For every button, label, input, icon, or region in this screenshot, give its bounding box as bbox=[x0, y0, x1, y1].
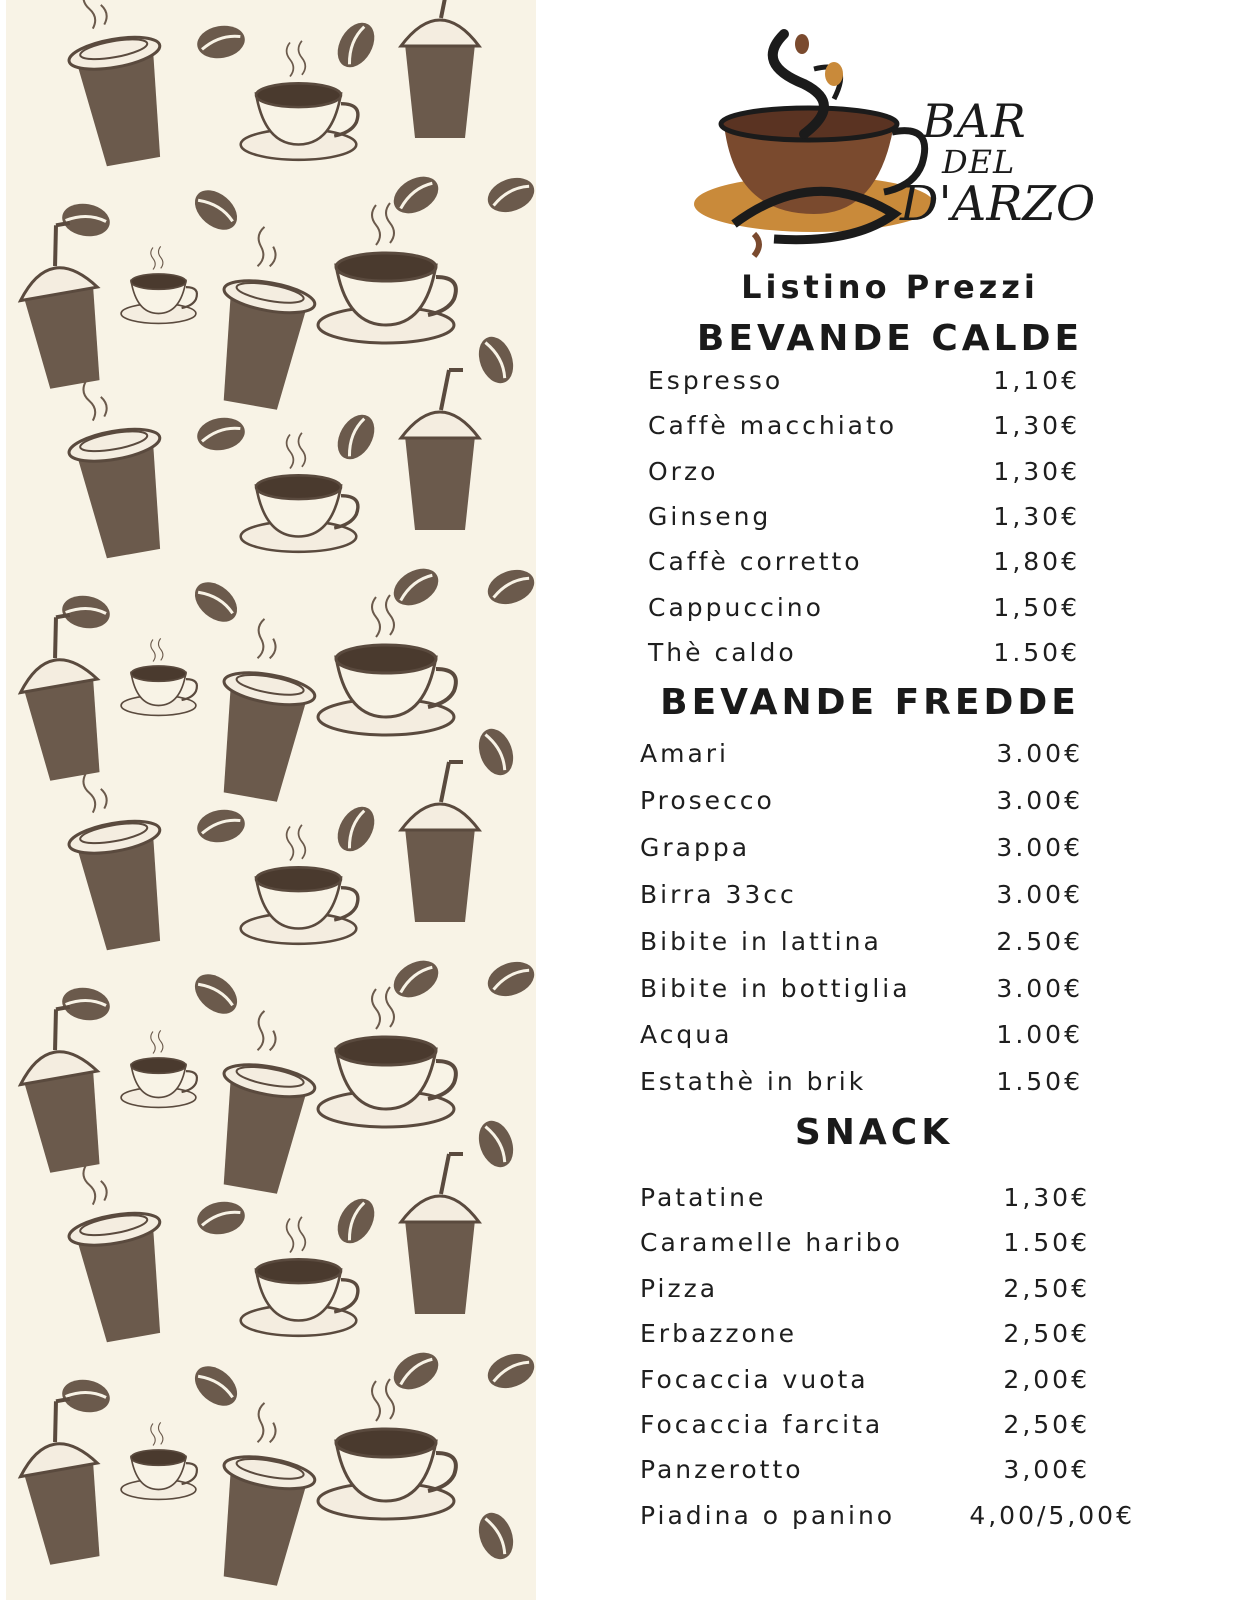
menu-item-price: 3.00€ bbox=[996, 739, 1083, 768]
menu-item-name: Acqua bbox=[640, 1020, 733, 1050]
menu-item-name: Panzerotto bbox=[640, 1455, 804, 1485]
menu-item-row bbox=[640, 739, 1083, 775]
logo-text-del: DEL bbox=[942, 143, 1016, 181]
menu-item-row bbox=[640, 786, 1083, 822]
section-title-bevande-calde: BEVANDE CALDE bbox=[696, 318, 1084, 359]
menu-item-row bbox=[640, 880, 1083, 916]
menu-item-price: 3.00€ bbox=[996, 879, 1083, 909]
logo-text-darzo: D'ARZO bbox=[900, 176, 1096, 232]
menu-item-price: 1,30€ bbox=[993, 411, 1080, 441]
menu-item-name: Prosecco bbox=[640, 785, 775, 815]
menu-item-name: Grappa bbox=[640, 832, 751, 862]
menu-item-row bbox=[640, 1365, 1090, 1401]
menu-item-name: Caffè macchiato bbox=[648, 411, 898, 441]
menu-item-row bbox=[640, 1501, 1135, 1537]
menu-item-row bbox=[640, 974, 1083, 1010]
menu-item-name: Caffè corretto bbox=[648, 547, 863, 577]
logo-text-bar: BAR bbox=[922, 94, 1027, 148]
menu-item-row bbox=[640, 1319, 1090, 1355]
menu-item-name: Espresso bbox=[648, 366, 784, 395]
menu-item-name: Patatine bbox=[640, 1183, 767, 1212]
menu-item-row bbox=[640, 1410, 1090, 1446]
menu-item-row bbox=[640, 1067, 1083, 1103]
menu-item-name: Birra 33cc bbox=[640, 879, 797, 909]
menu-item-row bbox=[640, 833, 1083, 869]
menu-item-name: Amari bbox=[640, 739, 729, 768]
menu-item-name: Piadina o panino bbox=[640, 1500, 896, 1530]
menu-item-price: 1,30€ bbox=[993, 456, 1080, 486]
menu-item-row bbox=[648, 502, 1080, 538]
menu-item-row bbox=[640, 1020, 1083, 1056]
menu-item-row bbox=[640, 1183, 1090, 1219]
menu-item-name: Bibite in bottiglia bbox=[640, 973, 911, 1003]
menu-item-price: 3.00€ bbox=[996, 832, 1083, 862]
menu-item-price: 1.50€ bbox=[1003, 1228, 1090, 1258]
menu-item-price: 1,80€ bbox=[993, 547, 1080, 577]
menu-item-price: 3,00€ bbox=[1003, 1455, 1090, 1485]
menu-item-row bbox=[640, 1228, 1090, 1264]
menu-item-name: Ginseng bbox=[648, 501, 772, 531]
menu-item-row bbox=[648, 457, 1080, 493]
menu-item-row bbox=[648, 638, 1080, 674]
menu-item-row bbox=[640, 1455, 1090, 1491]
menu-item-name: Caramelle haribo bbox=[640, 1228, 903, 1258]
page-title: Listino Prezzi bbox=[741, 268, 1039, 306]
menu-item-name: Focaccia farcita bbox=[640, 1410, 884, 1439]
coffee-pattern-illustration bbox=[6, 0, 536, 1600]
menu-item-row bbox=[640, 927, 1083, 963]
menu-item-price: 2,50€ bbox=[1003, 1273, 1090, 1303]
menu-item-price: 3.00€ bbox=[996, 785, 1083, 815]
menu-item-name: Thè caldo bbox=[648, 637, 797, 667]
menu-item-price: 2,50€ bbox=[1003, 1319, 1090, 1349]
section-title-snack: SNACK bbox=[794, 1112, 954, 1153]
menu-item-name: Orzo bbox=[648, 456, 719, 486]
section-title-bevande-fredde: BEVANDE FREDDE bbox=[660, 682, 1080, 723]
menu-item-name: Cappuccino bbox=[648, 592, 824, 622]
menu-item-row bbox=[648, 411, 1080, 447]
menu-item-price: 2,50€ bbox=[1003, 1410, 1090, 1439]
menu-item-price: 4,00/5,00€ bbox=[969, 1500, 1135, 1530]
menu-item-price: 1.50€ bbox=[993, 637, 1080, 667]
menu-item-name: Estathè in brik bbox=[640, 1067, 867, 1097]
menu-item-price: 2,00€ bbox=[1003, 1364, 1090, 1394]
menu-item-price: 2.50€ bbox=[996, 926, 1083, 956]
menu-item-row bbox=[648, 593, 1080, 629]
menu-item-name: Bibite in lattina bbox=[640, 926, 882, 956]
menu-item-price: 1,50€ bbox=[993, 592, 1080, 622]
bar-del-darzo-logo bbox=[694, 14, 1096, 264]
menu-item-price: 1,30€ bbox=[1003, 1183, 1090, 1212]
menu-item-price: 1.00€ bbox=[996, 1020, 1083, 1050]
menu-item-name: Focaccia vuota bbox=[640, 1364, 869, 1394]
menu-item-price: 1,10€ bbox=[993, 366, 1080, 395]
menu-item-price: 1.50€ bbox=[996, 1067, 1083, 1097]
menu-item-name: Pizza bbox=[640, 1273, 719, 1303]
menu-item-row bbox=[648, 547, 1080, 583]
menu-item-price: 1,30€ bbox=[993, 501, 1080, 531]
coffee-pattern-background bbox=[6, 0, 536, 1600]
menu-item-row bbox=[640, 1274, 1090, 1310]
menu-item-row bbox=[648, 366, 1080, 402]
menu-item-price: 3.00€ bbox=[996, 973, 1083, 1003]
menu-item-name: Erbazzone bbox=[640, 1319, 798, 1349]
